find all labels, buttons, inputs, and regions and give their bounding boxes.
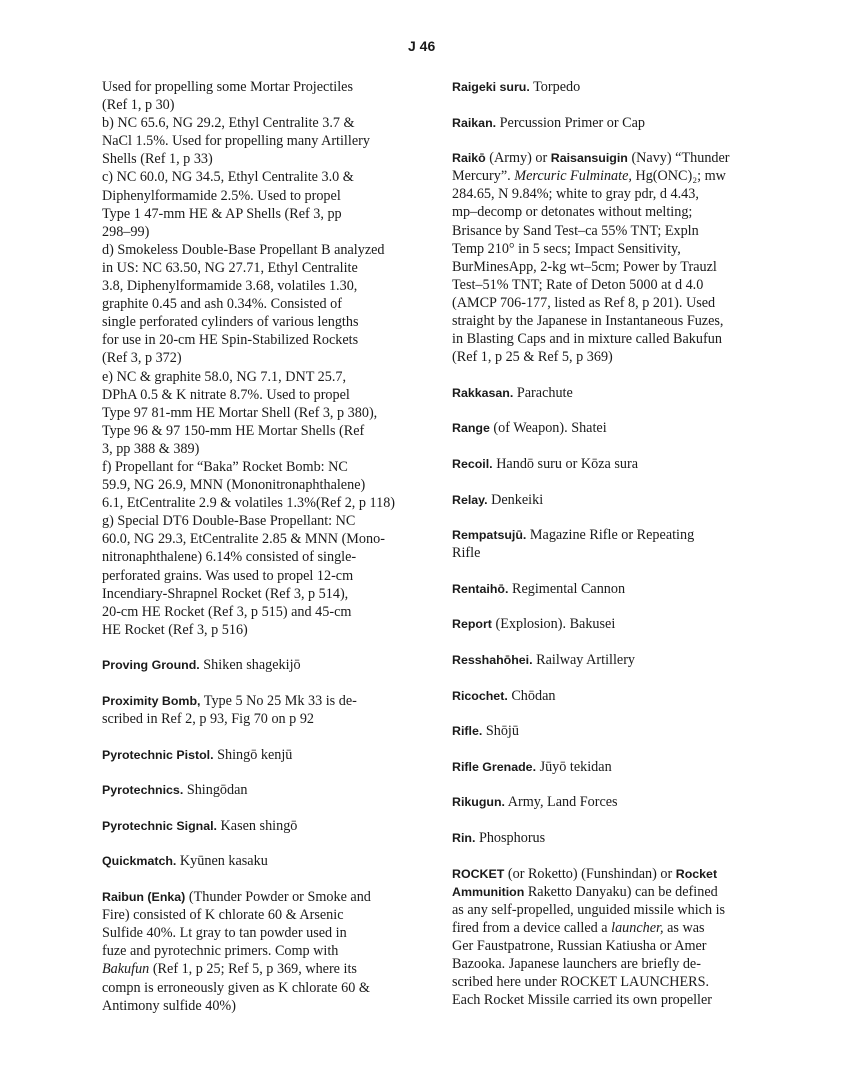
text-span: Hg(ONC)₂; mw: [635, 168, 726, 185]
text-line: compn is erroneously given as K chlorate 60 &: [102, 979, 370, 996]
entry-raigeki-suru: [452, 78, 787, 96]
entry-definition: Handō suru or Kōza sura: [496, 456, 639, 472]
entry-definition: Shiken shagekijō: [203, 657, 301, 674]
entry-raiko: [452, 149, 787, 366]
text-line: e) NC & graphite 58.0, NG 7.1, DNT 25.7,: [102, 368, 347, 385]
text-line: perforated grains. Was used to propel 12-cm: [102, 567, 354, 584]
text-line: 20-cm HE Rocket (Ref 3, p 515) and 45-cm: [102, 603, 352, 620]
entry-rakkasan: [452, 384, 787, 402]
text-line: HE Rocket (Ref 3, p 516): [102, 621, 248, 638]
entry-term: Rocket: [675, 866, 718, 881]
entry-pyrotechnic-pistol: [102, 746, 427, 764]
entry-ricochet: [452, 687, 787, 705]
italic-term: Mercuric Fulminate,: [514, 168, 632, 185]
entry-term: Relay.: [452, 492, 488, 507]
entry-rifle: [452, 722, 787, 740]
italic-term: launcher,: [611, 919, 664, 936]
entry-raibun: [102, 888, 427, 1015]
entry-definition: Shōjū: [485, 723, 519, 740]
entry-recoil: [452, 455, 787, 473]
entry-proximity-bomb: [102, 692, 427, 728]
text-span: fired from a device called a: [452, 919, 608, 936]
entry-term: Range: [452, 421, 490, 436]
text-line: in Blasting Caps and in mixture called Bakufun: [452, 331, 722, 348]
entry-pyrotechnic-signal: [102, 817, 427, 835]
entry-term: Rakkasan.: [452, 385, 514, 400]
text-line: scribed in Ref 2, p 93, Fig 70 on p 92: [102, 711, 315, 728]
entry-relay: [452, 491, 787, 509]
text-line: DPhA 0.5 & K nitrate 8.7%. Used to propel: [102, 386, 350, 403]
entry-resshahohei: [452, 651, 787, 669]
entry-term: Recoil.: [452, 457, 493, 471]
entry-quickmatch: [102, 852, 427, 870]
entry-definition: Percussion Primer or Cap: [499, 114, 646, 131]
entry-definition: Shingōdan: [186, 782, 248, 799]
text-line: (AMCP 706-177, listed as Ref 8, p 201). Used: [452, 294, 716, 311]
entry-term: Rikugun.: [452, 795, 505, 810]
entry-term: Resshahōhei.: [452, 653, 533, 668]
entry-term: Quickmatch.: [102, 854, 177, 869]
text-line: as any self-propelled, unguided missile which is: [452, 901, 726, 918]
text-line: Type 97 81-mm HE Mortar Shell (Ref 3, p 380),: [102, 404, 378, 421]
text-line: Fire) consisted of K chlorate 60 & Arsenic: [102, 907, 344, 924]
entry-proving-ground: [102, 656, 427, 674]
text-line: 298–99): [102, 223, 150, 240]
entry-definition: Kasen shingō: [220, 817, 298, 834]
text-span: (Navy) “Thunder: [631, 150, 730, 167]
text-span: Raketto Danyaku) can be defined: [527, 883, 718, 900]
text-line: Bazooka. Japanese launchers are briefly de-: [452, 956, 701, 973]
entry-definition: Army, Land Forces: [507, 794, 618, 811]
entry-definition: Torpedo: [533, 79, 581, 95]
italic-term: Bakufun: [102, 961, 150, 978]
entry-definition: Regimental Cannon: [512, 580, 626, 597]
entry-definition: Denkeiki: [491, 491, 544, 508]
text-line: 3, pp 388 & 389): [102, 440, 200, 457]
entry-range: [452, 419, 787, 437]
entry-term: Raigeki suru.: [452, 80, 530, 94]
entry-rocket: [452, 865, 787, 1010]
text-line: (Ref 3, p 372): [102, 350, 182, 367]
entry-term: Pyrotechnic Pistol.: [102, 747, 214, 762]
text-line: Each Rocket Missile carried its own propeller: [452, 992, 713, 1009]
text-line: fuze and pyrotechnic primers. Comp with: [102, 943, 339, 960]
text-line: Test–51% TNT; Rate of Deton 5000 at d 4.0: [452, 276, 704, 293]
entry-definition: Phosphorus: [478, 830, 546, 847]
text-line: f) Propellant for “Baka” Rocket Bomb: NC: [102, 458, 348, 475]
entry-term: Rempatsujū.: [452, 528, 527, 543]
text-line: mp–decomp or detonates without melting;: [452, 204, 693, 221]
text-span: as was: [667, 919, 705, 936]
text-line: Sulfide 40%. Lt gray to tan powder used in: [102, 925, 347, 942]
left-column: [102, 78, 427, 1015]
entry-definition: Magazine Rifle or Repeating: [529, 527, 695, 544]
entry-definition: (Thunder Powder or Smoke and: [188, 889, 371, 906]
entry-raikan: [452, 114, 787, 132]
entry-term: Proving Ground.: [102, 658, 200, 673]
text-line: Brisance by Sand Test–ca 55% TNT; Expln: [452, 222, 699, 239]
entry-rempatsuju: [452, 526, 787, 562]
entry-term: Rin.: [452, 831, 476, 846]
text-line: nitronaphthalene) 6.14% consisted of single-: [102, 549, 357, 566]
entry-definition: Jūyō tekidan: [539, 758, 612, 775]
text-line: Type 1 47-mm HE & AP Shells (Ref 3, pp: [102, 205, 342, 222]
text-line: NaCl 1.5%. Used for propelling many Artillery: [102, 133, 370, 150]
entry-definition: Railway Artillery: [536, 652, 636, 669]
text-line: b) NC 65.6, NG 29.2, Ethyl Centralite 3.7 &: [102, 115, 355, 132]
text-line: (Ref 1, p 30): [102, 97, 175, 114]
entry-definition: Type 5 No 25 Mk 33 is de-: [203, 693, 357, 709]
text-span: Mercury”.: [452, 168, 511, 185]
text-line: Used for propelling some Mortar Projectiles: [102, 79, 353, 95]
entry-term: Raisansuigin: [550, 151, 628, 166]
entry-rin: [452, 829, 787, 847]
text-line: straight by the Japanese in Instantaneous Fuzes,: [452, 313, 724, 330]
text-line: d) Smokeless Double-Base Propellant B analyzed: [102, 241, 385, 258]
text-line: c) NC 60.0, NG 34.5, Ethyl Centralite 3.0 &: [102, 169, 354, 186]
entry-rikugun: [452, 793, 787, 811]
entry-term: Ammunition: [452, 884, 525, 899]
text-line: 3.8, Diphenylformamide 3.68, volatiles 1.30,: [102, 278, 358, 295]
entry-term: Rifle Grenade.: [452, 759, 537, 774]
text-line: 59.9, NG 26.9, MNN (Mononitronaphthalene): [102, 477, 366, 494]
entry-definition: Kyūnen kasaku: [179, 853, 268, 870]
entry-definition: (of Weapon). Shatei: [493, 420, 607, 437]
entry-term: Proximity Bomb,: [102, 694, 201, 708]
entry-term: ROCKET: [452, 866, 505, 881]
entry-definition: (Explosion). Bakusei: [495, 616, 616, 633]
entry-definition: Parachute: [516, 384, 573, 401]
text-line: BurMinesApp, 2-kg wt–5cm; Power by Trauzl: [452, 258, 717, 275]
text-line: single perforated cylinders of various lengths: [102, 314, 359, 331]
entry-term: Raikō: [452, 151, 486, 166]
entry-term: Pyrotechnic Signal.: [102, 818, 217, 833]
text-line: 284.65, N 9.84%; white to gray pdr, d 4.43,: [452, 186, 699, 203]
text-line: 6.1, EtCentralite 2.9 & volatiles 1.3%(Ref 2, p 118): [102, 495, 396, 512]
text-line: (Ref 1, p 25 & Ref 5, p 369): [452, 349, 613, 366]
entry-term: Rentaihō.: [452, 581, 509, 596]
text-line: Type 96 & 97 150-mm HE Mortar Shells (Ref: [102, 422, 365, 439]
text-line: Shells (Ref 1, p 33): [102, 151, 213, 168]
text-span: (or Roketto) (Funshindan) or: [507, 865, 673, 882]
entry-report: [452, 615, 787, 633]
text-line: graphite 0.45 and ash 0.34%. Consisted of: [102, 296, 342, 313]
propellant-list: [102, 78, 427, 639]
text-line: in US: NC 63.50, NG 27.71, Ethyl Centralite: [102, 259, 358, 276]
text-line: Diphenylformamide 2.5%. Used to propel: [102, 187, 341, 204]
text-span: (Ref 1, p 25; Ref 5, p 369, where its: [152, 961, 357, 978]
entry-pyrotechnics: [102, 781, 427, 799]
text-line: 60.0, NG 29.3, EtCentralite 2.85 & MNN (Mono-: [102, 531, 385, 548]
entry-term: Pyrotechnics.: [102, 783, 184, 798]
text-line: Antimony sulfide 40%): [102, 997, 236, 1014]
text-line: Ger Faustpatrone, Russian Katiusha or Amer: [452, 938, 707, 954]
text-line: for use in 20-cm HE Spin-Stabilized Rockets: [102, 332, 359, 349]
entry-term: Rifle.: [452, 724, 483, 739]
text-line: Incendiary-Shrapnel Rocket (Ref 3, p 514),: [102, 585, 349, 602]
entry-term: Ricochet.: [452, 688, 508, 703]
entry-definition: Chōdan: [511, 687, 556, 704]
text-line: Rifle: [452, 545, 481, 562]
entry-term: Report: [452, 617, 492, 632]
entry-term: Raikan.: [452, 115, 497, 130]
entry-definition: Shingō kenjū: [217, 746, 293, 763]
text-line: scribed here under ROCKET LAUNCHERS.: [452, 974, 710, 991]
entry-rifle-grenade: [452, 758, 787, 776]
text-span: (Army) or: [489, 150, 548, 167]
entry-term: Raibun (Enka): [102, 890, 186, 905]
page-number: J 46: [408, 38, 436, 54]
text-line: Temp 210° in 5 secs; Impact Sensitivity,: [452, 240, 681, 257]
entry-rentaiho: [452, 580, 787, 598]
text-line: g) Special DT6 Double-Base Propellant: NC: [102, 513, 356, 530]
right-column: [452, 78, 787, 1009]
